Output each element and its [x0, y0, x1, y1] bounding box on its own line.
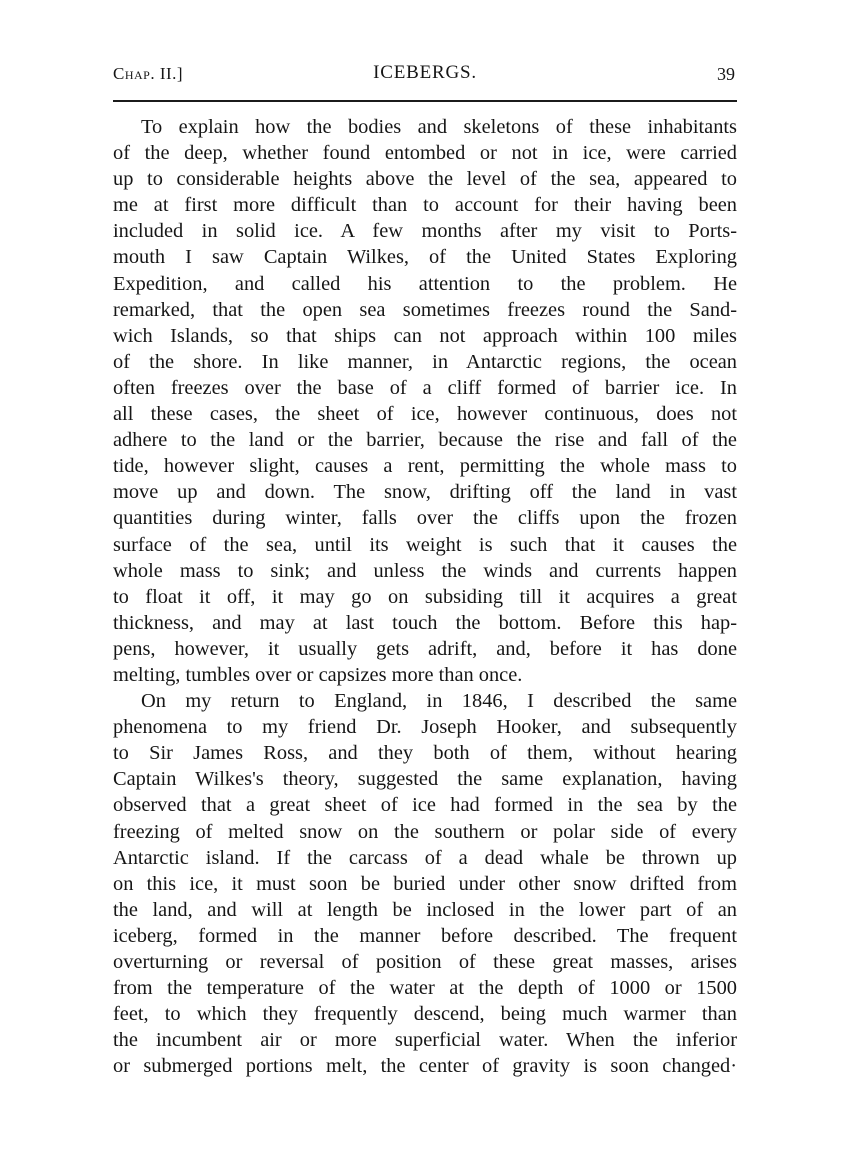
- text-line: whole mass to sink; and unless the winds and currents happen: [113, 559, 737, 582]
- text-line: of the deep, whether found entombed or not in ice, were carried: [113, 142, 737, 165]
- text-line: to float it off, it may go on subsiding till it acquires a great: [113, 585, 737, 608]
- page-number: 39: [717, 64, 735, 84]
- text-line: observed that a great sheet of ice had formed in the sea by the: [113, 794, 737, 817]
- body-text: [113, 114, 737, 1079]
- text-line: mouth I saw Captain Wilkes, of the United States Exploring: [113, 246, 737, 269]
- text-line: all these cases, the sheet of ice, however continuous, does not: [113, 403, 737, 426]
- text-line: up to considerable heights above the level of the sea, appeared to: [113, 168, 737, 191]
- text-line: pens, however, it usually gets adrift, and, before it has done: [113, 637, 737, 660]
- paragraph-1: [113, 114, 737, 688]
- text-line: often freezes over the base of a cliff formed of barrier ice. In: [113, 376, 737, 399]
- text-line: tide, however slight, causes a rent, permitting the whole mass to: [113, 455, 737, 478]
- text-line: quantities during winter, falls over the cliffs upon the frozen: [113, 507, 737, 530]
- text-line: Expedition, and called his attention to the problem. He: [113, 272, 737, 295]
- paragraph-2: [113, 688, 737, 1079]
- text-line: feet, to which they frequently descend, being much warmer than: [113, 1003, 737, 1026]
- text-line: Antarctic island. If the carcass of a dead whale be thrown up: [113, 846, 737, 869]
- text-line: on this ice, it must soon be buried under other snow drifted from: [113, 872, 737, 895]
- text-line: to Sir James Ross, and they both of them, without hearing: [113, 742, 737, 765]
- text-line: On my return to England, in 1846, I described the same: [141, 690, 737, 713]
- text-line: the land, and will at length be inclosed in the lower part of an: [113, 898, 737, 921]
- text-line: included in solid ice. A few months after my visit to Ports-: [113, 220, 737, 243]
- header-rule: [113, 100, 737, 102]
- text-line: me at first more difficult than to account for their having been: [113, 194, 737, 217]
- text-line: phenomena to my friend Dr. Joseph Hooker, and subsequently: [113, 716, 737, 739]
- text-line: thickness, and may at last touch the bottom. Before this hap-: [113, 611, 737, 634]
- text-line: iceberg, formed in the manner before described. The frequent: [113, 924, 737, 947]
- text-line: freezing of melted snow on the southern or polar side of every: [113, 820, 737, 843]
- text-line: melting, tumbles over or capsizes more than once.: [113, 663, 523, 686]
- text-line: To explain how the bodies and skeletons of these inhabitants: [141, 116, 737, 138]
- page-title: ICEBERGS.: [373, 62, 477, 83]
- text-line: surface of the sea, until its weight is such that it causes the: [113, 533, 737, 556]
- text-line: remarked, that the open sea sometimes freezes round the Sand-: [113, 298, 737, 321]
- text-line: adhere to the land or the barrier, because the rise and fall of the: [113, 429, 737, 452]
- chapter-marker: Chap. II.]: [113, 64, 184, 83]
- text-line: the incumbent air or more superficial water. When the inferior: [113, 1029, 737, 1052]
- text-line: overturning or reversal of position of these great masses, arises: [113, 951, 737, 973]
- running-head: [113, 60, 737, 88]
- text-line: move up and down. The snow, drifting off the land in vast: [113, 481, 737, 504]
- text-line: Captain Wilkes's theory, suggested the same explanation, having: [113, 768, 737, 791]
- text-line: of the shore. In like manner, in Antarctic regions, the ocean: [113, 350, 737, 373]
- text-line: from the temperature of the water at the depth of 1000 or 1500: [113, 977, 737, 1000]
- text-line: wich Islands, so that ships can not approach within 100 miles: [113, 324, 737, 347]
- text-line: or submerged portions melt, the center of gravity is soon changed·: [113, 1055, 737, 1078]
